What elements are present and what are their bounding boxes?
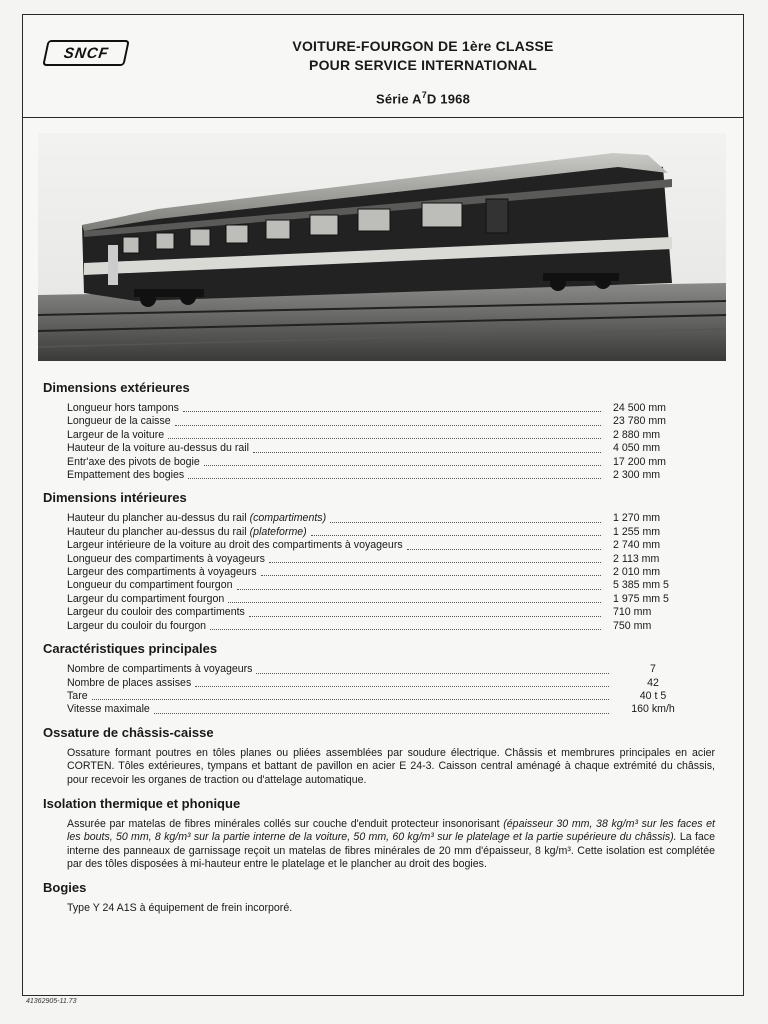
spec-row: Empattement des bogies 2 300 mm bbox=[67, 469, 661, 482]
spec-row: Longueur de la caisse 23 780 mm bbox=[67, 415, 666, 428]
section-title: Caractéristiques principales bbox=[43, 641, 218, 657]
section-exterior bbox=[43, 380, 723, 482]
spec-row: Largeur du couloir du fourgon 750 mm bbox=[67, 619, 652, 632]
section-frame bbox=[43, 725, 723, 788]
spec-row: Longueur du compartiment fourgon 5 385 mm 5 bbox=[67, 579, 669, 592]
section-insulation bbox=[43, 796, 723, 872]
spec-row: Largeur intérieure de la voiture au droit des compartiments à voyageurs 2 740 mm bbox=[67, 539, 661, 552]
section-characteristics bbox=[43, 641, 723, 717]
spec-row: Largeur de la voiture 2 880 mm bbox=[67, 428, 661, 441]
spec-sheet bbox=[22, 14, 744, 996]
header bbox=[23, 15, 743, 118]
bogies-text: Type Y 24 A1S à équipement de frein incorporé. bbox=[67, 901, 293, 914]
spec-row: Hauteur de la voiture au-dessus du rail 4 050 mm bbox=[67, 442, 661, 455]
spec-row: Longueur des compartiments à voyageurs 2 113 mm bbox=[67, 552, 660, 565]
section-bogies bbox=[43, 880, 723, 916]
spec-row: Tare 40 t 5 bbox=[67, 689, 667, 702]
serie-label: Série $A^7D$ 1968 bbox=[375, 90, 471, 107]
section-title: Dimensions intérieures bbox=[43, 490, 187, 506]
sncf-logo: SNCF bbox=[42, 40, 130, 66]
section-interior bbox=[43, 490, 723, 633]
insulation-text: Assurée par matelas de fibres minérales collés sur couche d'enduit protecteur insonorisant (épaisseur 30 mm, 38 kg/m³ sur les faces et les bouts, 50 mm, 8 kg/m³ sur la partie interne de la voiture, 50 mm, 60 kg/m³ sur le platelage et la partie supérieure du châssis). La face interne des panneaux de garnissage reçoit un matelas de fibres minérales de 20 mm d'épaisseur, 8 kg/m³. Cette isolation est complétée par des tôles disposées à mi-hauteur entre le platelage et le plancher au droit des bogies. bbox=[67, 817, 715, 871]
section-title: Bogies bbox=[43, 879, 87, 895]
specifications bbox=[43, 380, 723, 923]
spec-row: Largeur des compartiments à voyageurs 2 010 mm bbox=[67, 566, 661, 579]
spec-row: Hauteur du plancher au-dessus du rail (compartiments) 1 270 mm bbox=[67, 512, 661, 525]
frame-text: Ossature formant poutres en tôles planes ou pliées assemblées par soudure électrique. Châssis et membrures principales en acier CORTEN. Tôles extérieures, tympans et battant de pavillon en acier E 24-3. Caisson central aménagé à chaque extrémité du châssis, pour recevoir les organes de traction ou d'attelage automatique. bbox=[67, 746, 715, 786]
spec-row: Largeur du compartiment fourgon 1 975 mm 5 bbox=[67, 592, 669, 605]
section-title: Ossature de châssis-caisse bbox=[43, 724, 214, 740]
spec-row: Nombre de compartiments à voyageurs 7 bbox=[67, 663, 656, 676]
title-line-2: POUR SERVICE INTERNATIONAL bbox=[309, 57, 537, 73]
title-line-1: VOITURE-FOURGON DE 1ère CLASSE bbox=[292, 38, 554, 54]
spec-row: Largeur du couloir des compartiments 710 mm bbox=[67, 606, 652, 619]
spec-row: Longueur hors tampons 24 500 mm bbox=[67, 402, 666, 414]
spec-row: Entr'axe des pivots de bogie 17 200 mm bbox=[67, 455, 666, 468]
print-reference: 41362905-11.73 bbox=[26, 998, 77, 1005]
railcar-photo bbox=[38, 133, 726, 361]
spec-row: Vitesse maximale 160 km/h bbox=[67, 703, 675, 716]
spec-row: Hauteur du plancher au-dessus du rail (plateforme) 1 255 mm bbox=[67, 525, 661, 538]
section-title: Dimensions extérieures bbox=[43, 380, 190, 395]
section-title: Isolation thermique et phonique bbox=[43, 795, 241, 811]
document-title bbox=[223, 37, 623, 108]
spec-row: Nombre de places assises 42 bbox=[67, 676, 659, 689]
